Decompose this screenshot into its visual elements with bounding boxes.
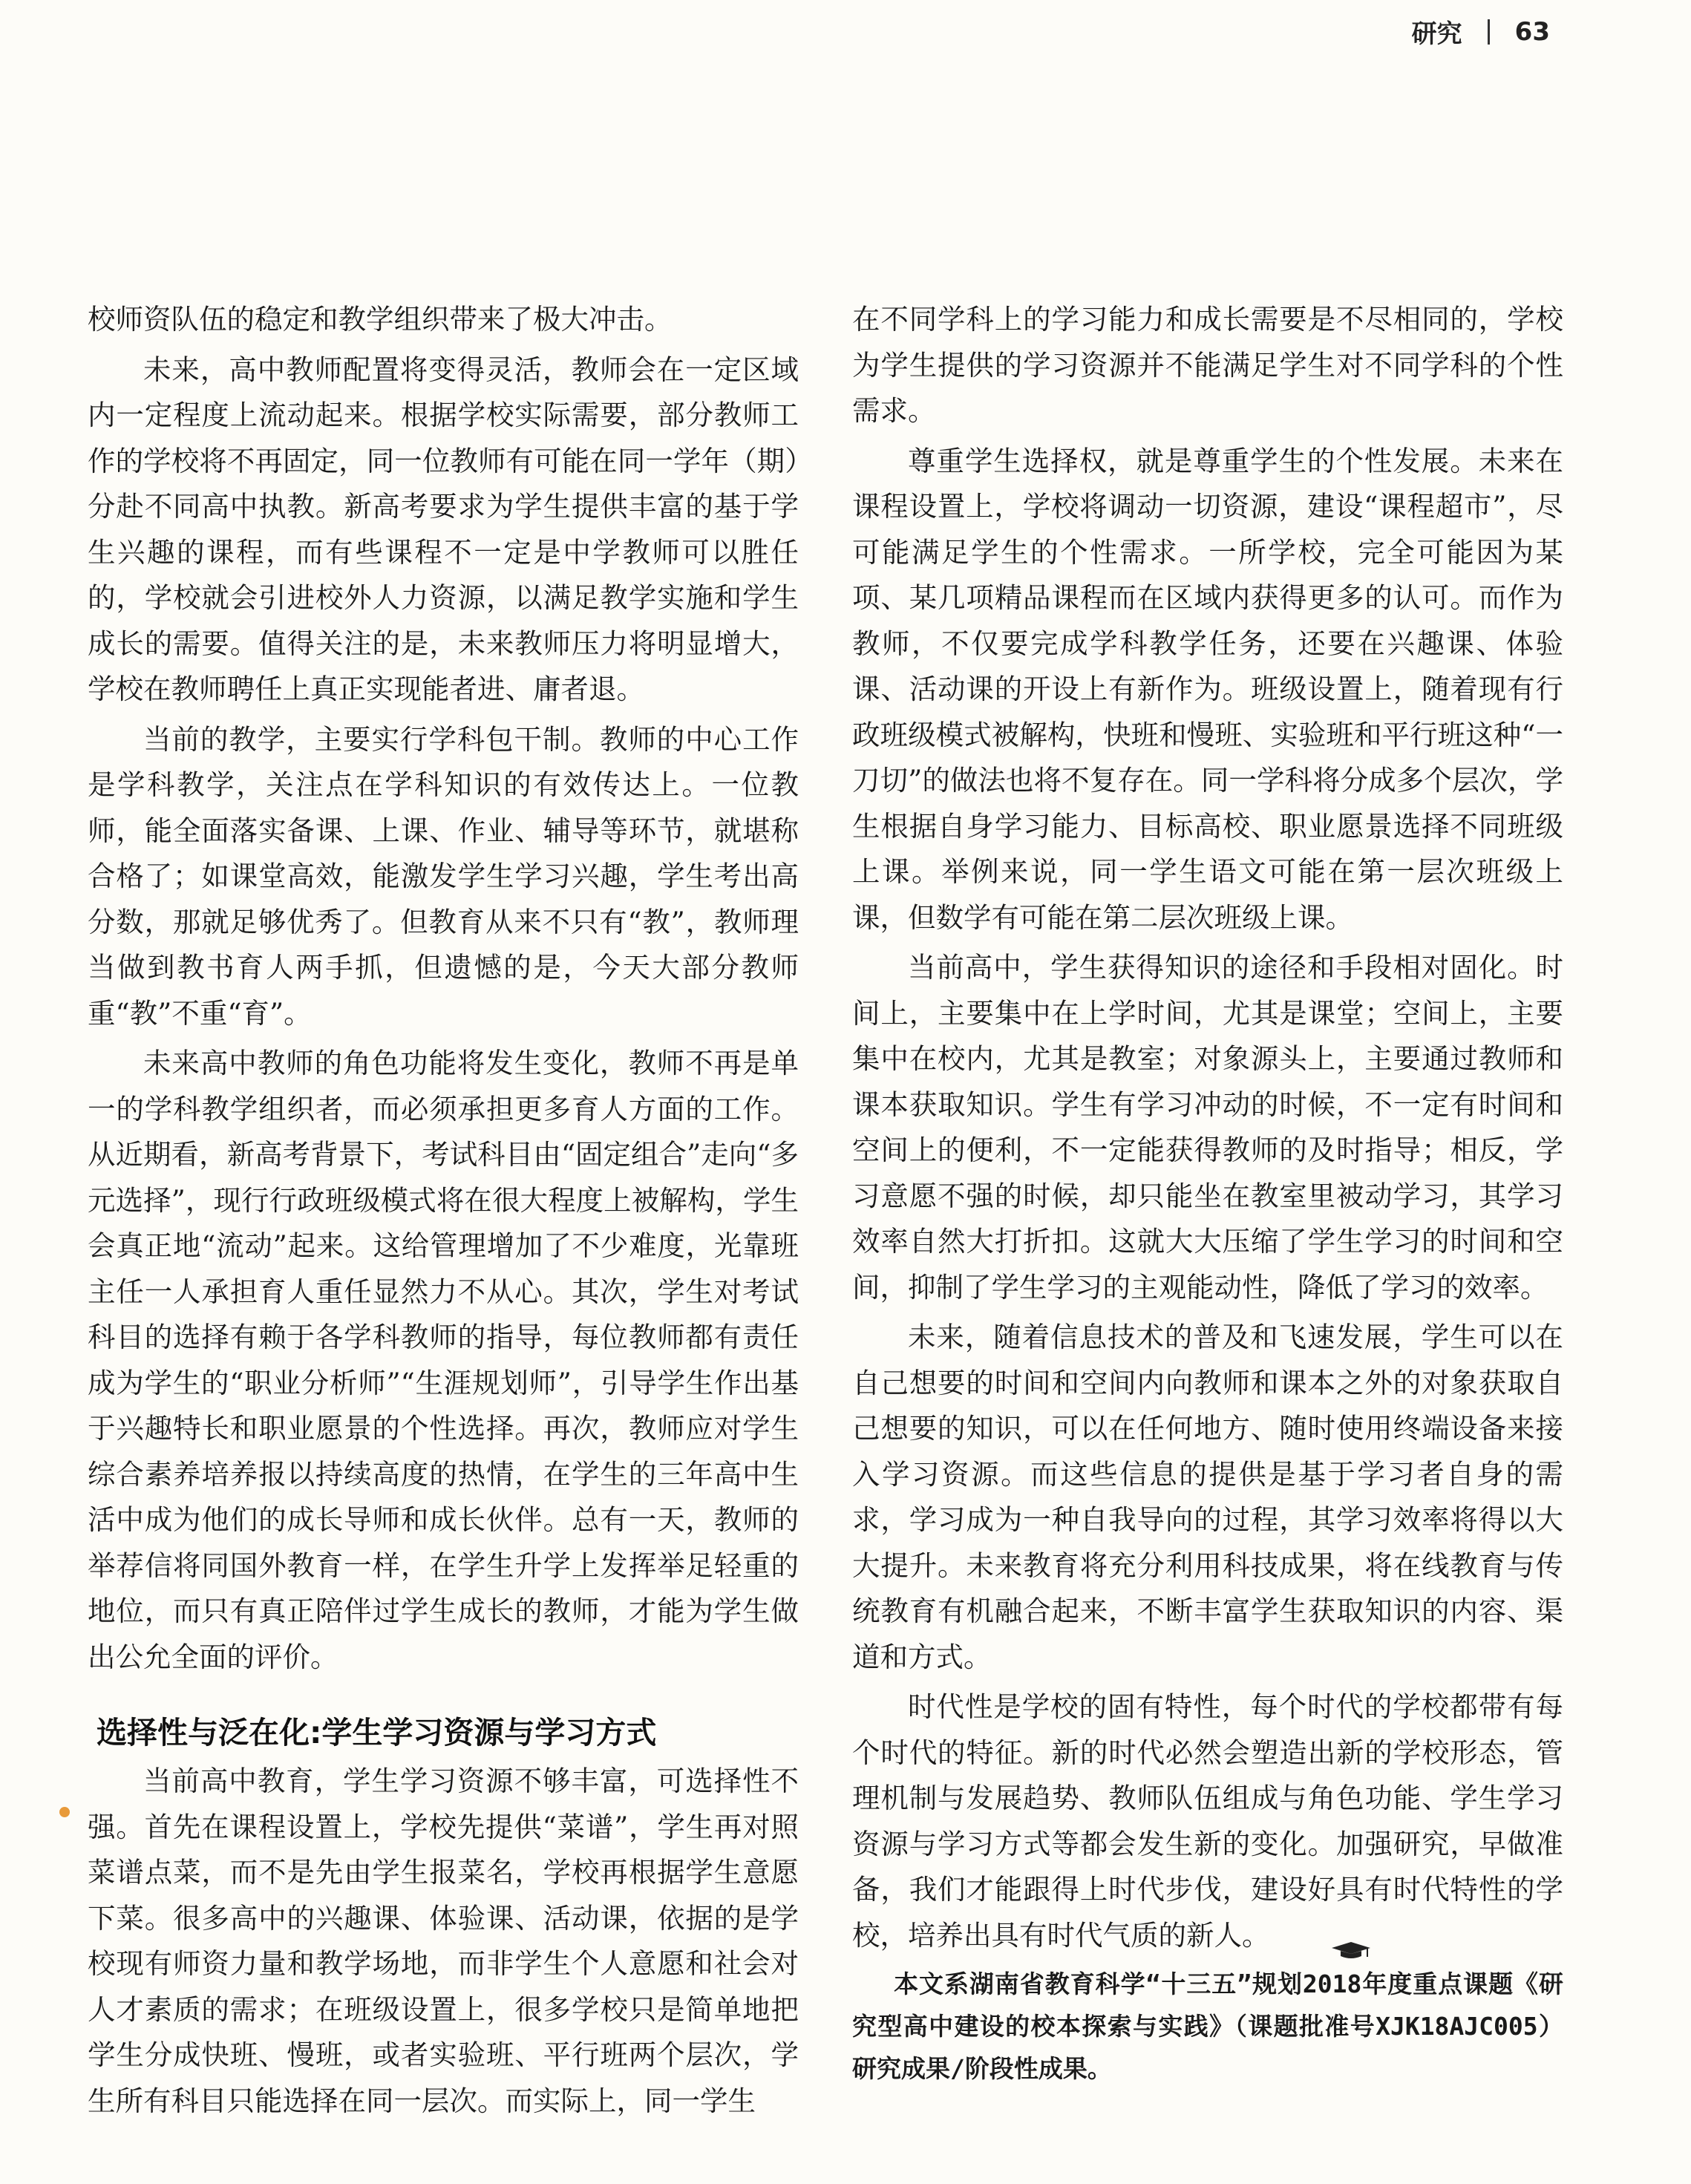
paragraph: 未来，高中教师配置将变得灵活，教师会在一定区域内一定程度上流动起来。根据学校实际需要，部分教师工作的学校将不再固定，同一位教师有可能在同一学年（期）分赴不同高中执教。新高考要求为学生提供丰富的基于学生兴趣的课程，而有些课程不一定是中学教师可以胜任的，学校就会引进校外人力资源，以满足教学实施和学生成长的需要。值得关注的是，未来教师压力将明显增大，学校在教师聘任上真正实现能者进、庸者退。 xyxy=(88,353,799,705)
closing-text: 时代性是学校的固有特性，每个时代的学校都带有每个时代的特征。新的时代必然会塑造出新的学校形态，管理机制与发展趋势、教师队伍组成与角色功能、学生学习资源与学习方式等都会发生新的变化。加强研究，早做准备，我们才能跟得上时代步伐，建设好具有时代特性的学校，培养出具有时代气质的新人。 xyxy=(852,1690,1563,1952)
paragraph: 未来高中教师的角色功能将发生变化，教师不再是单一的学科教学组织者，而必须承担更多育人方面的工作。从近期看，新高考背景下，考试科目由“固定组合”走向“多元选择”，现行行政班级模式将在很大程度上被解构，学生会真正地“流动”起来。这给管理增加了不少难度，光靠班主任一人承担育人重任显然力不从心。其次，学生对考试科目的选择有赖于各学科教师的指导，每位教师都有责任成为学生的“职业分析师”“生涯规划师”，引导学生作出基于兴趣特长和职业愿景的个性选择。再次，教师应对学生综合素养培养报以持续高度的热情，在学生的三年高中生活中成为他们的成长导师和成长伙伴。总有一天，教师的举荐信将同国外教育一样，在学生升学上发挥举足轻重的地位，而只有真正陪伴过学生成长的教师，才能为学生做出公允全面的评价。 xyxy=(88,1047,799,1673)
paragraph: 校师资队伍的稳定和教学组织带来了极大冲击。 xyxy=(88,303,673,336)
margin-dot xyxy=(59,1807,70,1817)
section-heading: 选择性与泛在化:学生学习资源与学习方式 xyxy=(97,1715,657,1750)
left-column xyxy=(88,297,799,2128)
paragraph: 当前高中教育，学生学习资源不够丰富，可选择性不强。首先在课程设置上，学校先提供“菜谱”，学生再对照菜谱点菜，而不是先由学生报菜名，学校再根据学生意愿下菜。很多高中的兴趣课、体验课、活动课，依据的是学校现有师资力量和教学场地，而非学生个人意愿和社会对人才素质的需求；在班级设置上，很多学校只是简单地把学生分成快班、慢班，或者实验班、平行班两个层次，学生所有科目只能选择在同一层次。而实际上，同一学生 xyxy=(88,1765,799,2117)
paragraph: 未来，随着信息技术的普及和飞速发展，学生可以在自己想要的时间和空间内向教师和课本之外的对象获取自己想要的知识，可以在任何地方、随时使用终端设备来接入学习资源。而这些信息的提供是基于学习者自身的需求，学习成为一种自我导向的过程，其学习效率将得以大大提升。未来教育将充分利用科技成果，将在线教育与传统教育有机融合起来，不断丰富学生获取知识的内容、渠道和方式。 xyxy=(852,1321,1563,1673)
closing-paragraph xyxy=(852,1684,1563,1958)
paragraph: 当前的教学，主要实行学科包干制。教师的中心工作是学科教学，关注点在学科知识的有效传达上。一位教师，能全面落实备课、上课、作业、辅导等环节，就堪称合格了；如课堂高效，能激发学生学习兴趣，学生考出高分数，那就足够优秀了。但教育从来不只有“教”，教师理当做到教书育人两手抓，但遗憾的是，今天大部分教师重“教”不重“育”。 xyxy=(88,722,799,1030)
page-header xyxy=(1412,13,1550,50)
graduation-cap-icon xyxy=(1275,1928,1316,1947)
paragraph: 尊重学生选择权，就是尊重学生的个性发展。未来在课程设置上，学校将调动一切资源，建设“课程超市”，尽可能满足学生的个性需求。一所学校，完全可能因为某项、某几项精品课程而在区域内获得更多的认可。而作为教师，不仅要完成学科教学任务，还要在兴趣课、体验课、活动课的开设上有新作为。班级设置上，随着现有行政班级模式被解构，快班和慢班、实验班和平行班这种“一刀切”的做法也将不复存在。同一学科将分成多个层次，学生根据自身学习能力、目标高校、职业愿景选择不同班级上课。举例来说，同一学生语文可能在第一层次班级上课，但数学有可能在第二层次班级上课。 xyxy=(852,444,1563,934)
funding-footnote: 本文系湖南省教育科学“十三五”规划2018年度重点课题《研究型高中建设的校本探索与实践》（课题批准号XJK18AJC005）研究成果/阶段性成果。 xyxy=(852,1969,1563,2083)
paragraph: 当前高中，学生获得知识的途径和手段相对固化。时间上，主要集中在上学时间，尤其是课堂；空间上，主要集中在校内，尤其是教室；对象源头上，主要通过教师和课本获取知识。学生有学习冲动的时候，不一定有时间和空间上的便利，不一定能获得教师的及时指导；相反，学习意愿不强的时候，却只能坐在教室里被动学习，其学习效率自然大打折扣。这就大大压缩了学生学习的时间和空间，抑制了学生学习的主观能动性，降低了学习的效率。 xyxy=(852,951,1563,1304)
section-label: 研究 xyxy=(1411,19,1462,49)
paragraph: 在不同学科上的学习能力和成长需要是不尽相同的，学校为学生提供的学习资源并不能满足学生对不同学科的个性需求。 xyxy=(852,303,1563,427)
page-number: 63 xyxy=(1514,16,1550,47)
right-column xyxy=(852,297,1563,2090)
header-divider xyxy=(1488,19,1490,45)
